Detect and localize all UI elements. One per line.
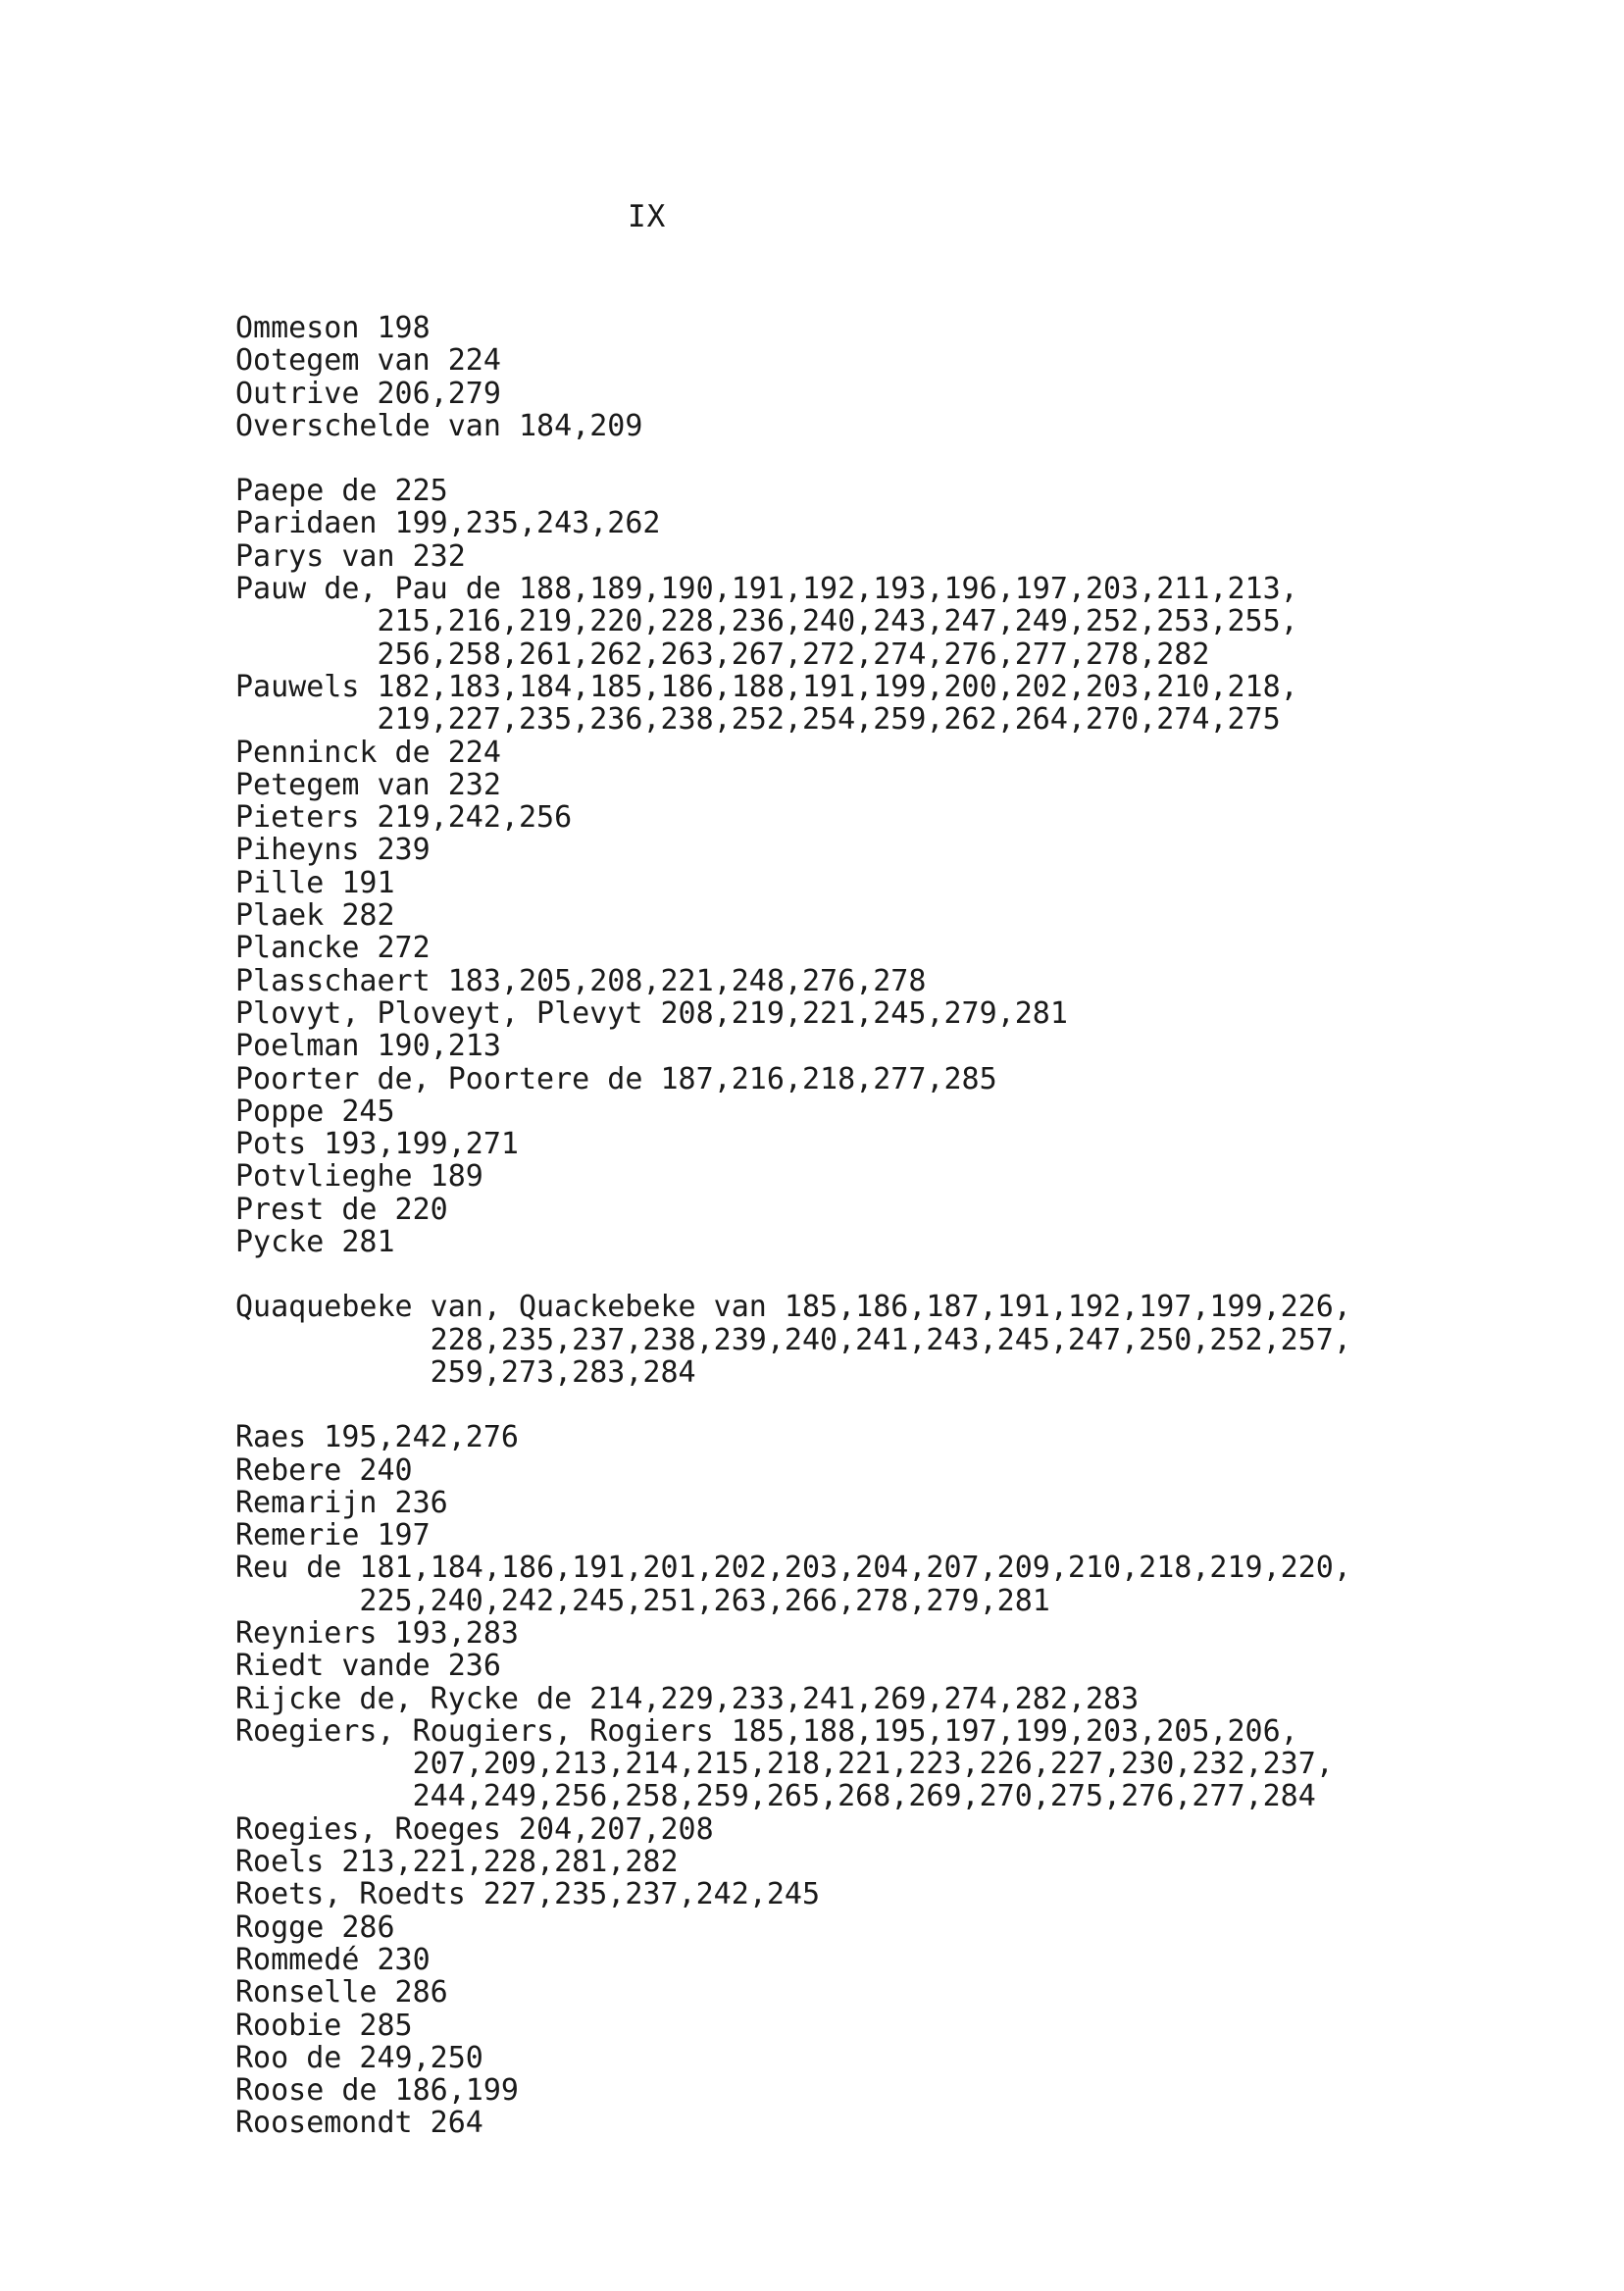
index-entry [235, 410, 1549, 442]
index-entry-line: Plancke 272 [235, 931, 431, 966]
index-entry [235, 1454, 1549, 1487]
index-entry-line: Pauw de, Pau de 188,189,190,191,192,193,196,197,203,211,213, [235, 572, 1298, 607]
index-entry-continuation: 219,227,235,236,238,252,254,259,262,264,270,274,275 [235, 702, 1281, 738]
index-entry [235, 1813, 1549, 1846]
index-entry-line: Poppe 245 [235, 1094, 395, 1129]
index-entry [235, 1063, 1549, 1095]
index-entry-line: Ronselle 286 [235, 1975, 448, 2011]
index-letter-group [235, 312, 1549, 442]
index-entry [235, 507, 1549, 539]
index-entry-line: Plaek 282 [235, 898, 395, 934]
index-entry [235, 1487, 1549, 1519]
index-entry [235, 1878, 1549, 1910]
index-entry [235, 312, 1549, 344]
index-entry [235, 834, 1549, 866]
index-entry-line: Roels 213,221,228,281,282 [235, 1845, 679, 1880]
index-entry [235, 475, 1549, 507]
index-entry [235, 1552, 1549, 1617]
index-entry [235, 867, 1549, 899]
index-entry-line: Potvlieghe 189 [235, 1159, 483, 1195]
index-entry [235, 2042, 1549, 2074]
index-entry-line: Roets, Roedts 227,235,237,242,245 [235, 1877, 821, 1912]
index-entry [235, 1715, 1549, 1813]
group-separator [235, 442, 1549, 475]
index-entry-line: Paepe de 225 [235, 474, 448, 509]
index-entry [235, 769, 1549, 801]
index-entry [235, 2010, 1549, 2042]
index-entry [235, 1683, 1549, 1715]
index-entry-line: Overschelde van 184,209 [235, 408, 643, 443]
index-entry-line: Petegem van 232 [235, 767, 501, 802]
index-entry-line: Pille 191 [235, 865, 395, 900]
index-entry [235, 932, 1549, 964]
index-entry [235, 1911, 1549, 1944]
index-entry [235, 737, 1549, 769]
index-entry-line: Roose de 186,199 [235, 2073, 519, 2109]
index-entry-line: Reu de 181,184,186,191,201,202,203,204,207,209,210,218,219,220, [235, 1551, 1351, 1586]
index-entry-line: Ommeson 198 [235, 311, 431, 345]
index-entry-line: Pieters 219,242,256 [235, 800, 573, 836]
index-entry-line: Pycke 281 [235, 1225, 395, 1260]
index-entry-line: Penninck de 224 [235, 735, 501, 770]
index-entry [235, 573, 1549, 671]
index-entry-line: Pauwels 182,183,184,185,186,188,191,199,200,202,203,210,218, [235, 669, 1298, 704]
index-entry [235, 1944, 1549, 1976]
index-entry [235, 1976, 1549, 2009]
index-entry-line: Raes 195,242,276 [235, 1420, 519, 1455]
index-entry-continuation: 207,209,213,214,215,218,221,223,226,227,230,232,237, [235, 1747, 1334, 1782]
group-separator [235, 1258, 1549, 1291]
index-entry [235, 378, 1549, 410]
index-entry-continuation: 225,240,242,245,251,263,266,278,279,281 [235, 1583, 1050, 1618]
index-entry [235, 1617, 1549, 1650]
index-entry-line: Ootegem van 224 [235, 343, 501, 379]
index-entry [235, 997, 1549, 1030]
index-entry-continuation: 228,235,237,238,239,240,241,243,245,247,250,252,257, [235, 1322, 1351, 1357]
index-entry [235, 801, 1549, 834]
index-entry-line: Rebere 240 [235, 1452, 413, 1488]
index-entry-line: Piheyns 239 [235, 833, 431, 868]
page-number: IX [628, 199, 667, 234]
index-entry [235, 1519, 1549, 1552]
name-index [235, 312, 1549, 2140]
index-entry-line: Roegiers, Rougiers, Rogiers 185,188,195,197,199,203,205,206, [235, 1713, 1298, 1749]
index-entry [235, 344, 1549, 377]
index-entry [235, 1846, 1549, 1878]
index-entry-line: Riedt vande 236 [235, 1649, 501, 1684]
index-entry-line: Remerie 197 [235, 1518, 431, 1553]
index-entry [235, 2074, 1549, 2107]
index-entry-line: Outrive 206,279 [235, 376, 501, 411]
index-entry [235, 671, 1549, 737]
index-entry-line: Parys van 232 [235, 538, 466, 574]
index-entry [235, 540, 1549, 573]
index-entry [235, 1160, 1549, 1193]
index-letter-group [235, 1421, 1549, 2140]
index-entry [235, 1421, 1549, 1453]
index-entry-line: Rijcke de, Rycke de 214,229,233,241,269,274,282,283 [235, 1681, 1140, 1716]
index-entry-continuation: 215,216,219,220,228,236,240,243,247,249,252,253,255, [235, 604, 1298, 639]
index-entry [235, 1095, 1549, 1128]
index-entry [235, 1650, 1549, 1682]
index-entry-line: Reyniers 193,283 [235, 1615, 519, 1651]
index-entry-line: Rogge 286 [235, 1909, 395, 1945]
index-entry-line: Roosemondt 264 [235, 2106, 483, 2141]
index-entry [235, 1194, 1549, 1226]
index-entry [235, 1291, 1549, 1389]
index-entry [235, 1030, 1549, 1062]
index-entry-line: Poorter de, Poortere de 187,216,218,277,285 [235, 1061, 997, 1096]
index-letter-group [235, 1291, 1549, 1389]
group-separator [235, 1389, 1549, 1421]
index-entry [235, 1128, 1549, 1160]
index-entry-line: Poelman 190,213 [235, 1029, 501, 1064]
index-entry-line: Quaquebeke van, Quackebeke van 185,186,187,191,192,197,199,226, [235, 1290, 1351, 1325]
index-entry-continuation: 244,249,256,258,259,265,268,269,270,275,276,277,284 [235, 1779, 1316, 1814]
index-entry-line: Paridaen 199,235,243,262 [235, 506, 661, 541]
index-entry-line: Plovyt, Ploveyt, Plevyt 208,219,221,245,279,281 [235, 995, 1068, 1031]
index-entry [235, 1226, 1549, 1258]
index-entry-line: Roegies, Roeges 204,207,208 [235, 1811, 714, 1847]
index-entry-line: Roobie 285 [235, 2008, 413, 2043]
index-entry-continuation: 256,258,261,262,263,267,272,274,276,277,278,282 [235, 636, 1210, 672]
index-entry-line: Rommedé 230 [235, 1942, 431, 1977]
index-entry-line: Remarijn 236 [235, 1485, 448, 1520]
index-entry-line: Prest de 220 [235, 1192, 448, 1227]
index-entry-continuation: 259,273,283,284 [235, 1354, 696, 1390]
index-entry-line: Plasschaert 183,205,208,221,248,276,278 [235, 963, 927, 998]
index-entry-line: Pots 193,199,271 [235, 1127, 519, 1162]
index-entry [235, 965, 1549, 997]
index-entry [235, 899, 1549, 932]
index-letter-group [235, 475, 1549, 1258]
index-entry [235, 2107, 1549, 2139]
index-entry-line: Roo de 249,250 [235, 2040, 483, 2075]
